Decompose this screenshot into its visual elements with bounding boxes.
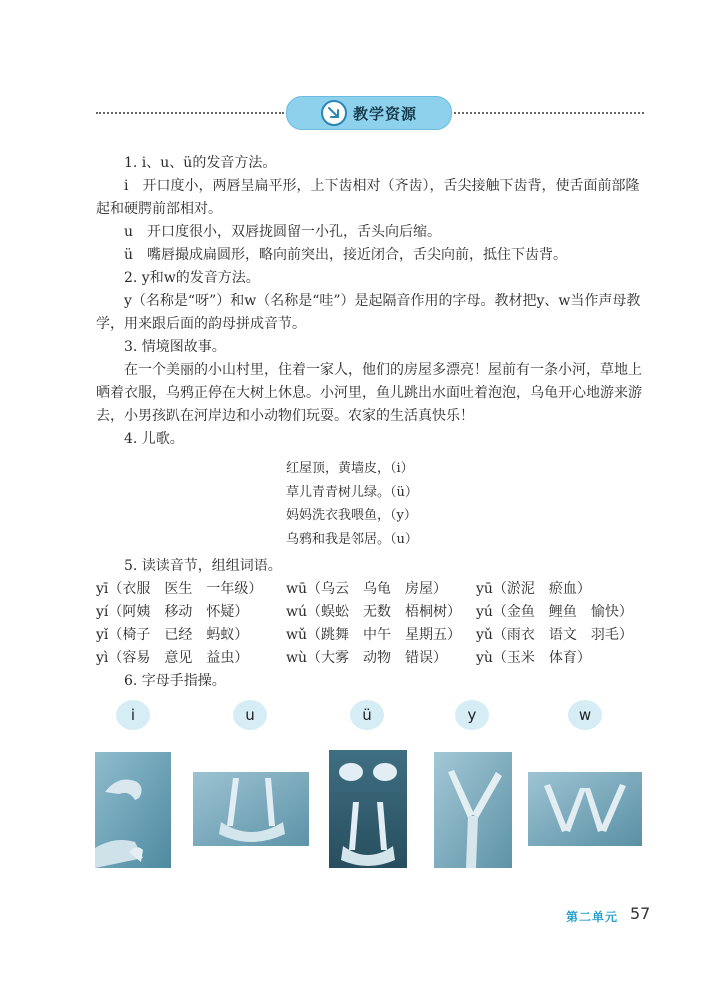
letter-bubble-u: u [233, 700, 267, 730]
word-cell: wú（蜈蚣 无数 梧桐树） [286, 604, 461, 620]
word-cell: wū（乌云 乌龟 房屋） [286, 581, 447, 597]
heading-5: 5. 读读音节，组组词语。 [124, 558, 282, 574]
word-cell: yǔ（雨衣 语文 羽毛） [476, 627, 633, 643]
heading-3: 3. 情境图故事。 [124, 339, 226, 355]
word-cell: yú（金鱼 鲤鱼 愉快） [476, 604, 633, 620]
main-content [96, 152, 646, 693]
section-title: 教学资源 [353, 104, 418, 123]
dotted-rule-right [454, 112, 644, 114]
word-cell: yù（玉米 体育） [476, 650, 591, 666]
poem-line: 妈妈洗衣我喂鱼，（y） [286, 508, 417, 523]
hand-photo-i [95, 752, 171, 868]
paragraph-i: i 开口度小，两唇呈扁平形，上下齿相对（齐齿），舌尖接触下齿背，使舌面前部隆起和硬腭前部相对。 [96, 178, 640, 217]
hand-photo-v [329, 750, 407, 868]
word-cell: yì（容易 意见 益虫） [96, 650, 249, 666]
heading-6: 6. 字母手指操。 [124, 673, 226, 689]
finger-letter-labels [0, 700, 718, 732]
page-number: 57 [630, 904, 651, 923]
poem-line: 红屋顶，黄墙皮，（i） [286, 461, 414, 476]
hand-photo-u [193, 772, 309, 846]
poem-line: 乌鸦和我是邻居。（u） [286, 531, 418, 547]
word-row [96, 578, 646, 601]
heading-2: 2. y和w的发音方法。 [124, 270, 260, 286]
paragraph-yw: y（名称是“呀”）和w（名称是“哇”）是起隔音作用的字母。教材把y、w当作声母教学，用来跟后面的韵母拼成音节。 [96, 293, 641, 332]
section-title-pill [286, 96, 452, 130]
word-cell: yǐ（椅子 已经 蚂蚁） [96, 627, 249, 643]
heading-4: 4. 儿歌。 [124, 431, 184, 447]
word-cell: yí（阿姨 移动 怀疑） [96, 604, 249, 620]
arrow-down-right-circle-icon [321, 100, 347, 126]
hand-photo-w [528, 772, 642, 846]
letter-bubble-v: ü [350, 700, 384, 730]
word-cell: yī（衣服 医生 一年级） [96, 581, 263, 597]
nursery-rhyme [286, 457, 646, 551]
heading-1: 1. i、u、ü的发音方法。 [124, 155, 277, 171]
syllable-word-table [96, 578, 646, 670]
letter-bubble-w: w [568, 700, 602, 730]
poem-line: 草儿青青树儿绿。（ü） [286, 484, 418, 500]
story-paragraph: 在一个美丽的小山村里，住着一家人，他们的房屋多漂亮！屋前有一条小河，草地上晒着衣服，乌鸦正停在大树上休息。小河里，鱼儿跳出水面吐着泡泡，乌龟开心地游来游去，小男孩趴在河岸边和小动物们玩耍。农家的生活真快乐！ [96, 362, 642, 424]
paragraph-v: ü 嘴唇撮成扁圆形，略向前突出，接近闭合，舌尖向前，抵住下齿背。 [124, 247, 568, 263]
word-row [96, 624, 646, 647]
footer-unit-label: 第二单元 [566, 910, 619, 924]
section-header [96, 96, 644, 130]
letter-bubble-y: y [455, 700, 489, 730]
word-row [96, 601, 646, 624]
word-cell: wù（大雾 动物 错误） [286, 650, 447, 666]
paragraph-u: u 开口度很小，双唇拢圆留一小孔，舌头向后缩。 [124, 224, 442, 240]
word-cell: yū（淤泥 瘀血） [476, 581, 591, 597]
letter-bubble-i: i [116, 700, 150, 730]
dotted-rule-left [96, 112, 284, 114]
word-row [96, 647, 646, 670]
word-cell: wǔ（跳舞 中午 星期五） [286, 627, 461, 643]
hand-photo-y [434, 752, 512, 868]
